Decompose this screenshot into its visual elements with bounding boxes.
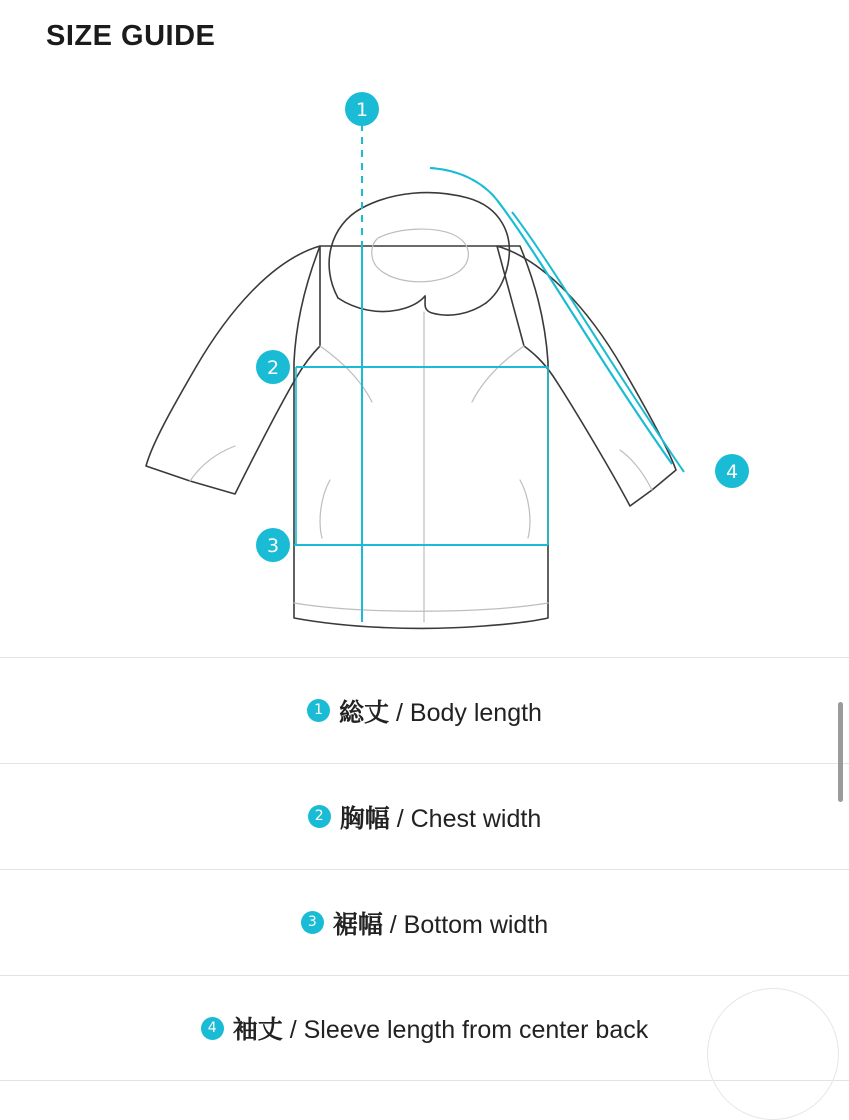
legend-label-en: Body length xyxy=(409,698,542,727)
legend-label-sleeve-length xyxy=(233,1010,649,1046)
legend-label-sep: / xyxy=(389,698,410,727)
scrollbar-thumb[interactable] xyxy=(838,702,843,802)
marker-4 xyxy=(715,454,749,488)
badge-4-icon: 4 xyxy=(201,1017,224,1040)
legend-label-sep: / xyxy=(282,1016,304,1044)
badge-3-icon: 3 xyxy=(301,911,324,934)
legend-label-jp: 総丈 xyxy=(339,697,390,727)
marker-2 xyxy=(256,350,290,384)
svg-text:1: 1 xyxy=(355,99,369,121)
legend-label-jp: 裾幅 xyxy=(332,909,383,939)
jacket-measurement-diagram xyxy=(0,62,849,657)
legend-label-en: Chest width xyxy=(410,804,542,833)
legend-label-chest-width xyxy=(340,799,541,835)
badge-1-icon: 1 xyxy=(307,699,330,722)
legend-item-chest-width xyxy=(0,763,849,869)
legend-label-sep: / xyxy=(382,910,404,939)
legend-label-jp: 胸幅 xyxy=(339,803,390,833)
legend-label-en: Bottom width xyxy=(403,910,549,939)
legend-label-sep: / xyxy=(389,804,411,833)
legend-item-bottom-width xyxy=(0,869,849,975)
svg-text:3: 3 xyxy=(266,535,280,557)
legend-label-jp: 袖丈 xyxy=(232,1015,283,1044)
legend-label-bottom-width xyxy=(333,905,548,941)
marker-1 xyxy=(345,92,379,126)
legend-label-body-length xyxy=(339,693,542,729)
page-title: SIZE GUIDE xyxy=(46,20,216,52)
svg-text:2: 2 xyxy=(266,357,280,379)
legend-label-en: Sleeve length from center back xyxy=(303,1016,649,1044)
legend-item-body-length xyxy=(0,657,849,763)
svg-text:4: 4 xyxy=(725,461,739,483)
badge-2-icon: 2 xyxy=(308,805,331,828)
marker-3 xyxy=(256,528,290,562)
decorative-arc xyxy=(707,988,839,1120)
